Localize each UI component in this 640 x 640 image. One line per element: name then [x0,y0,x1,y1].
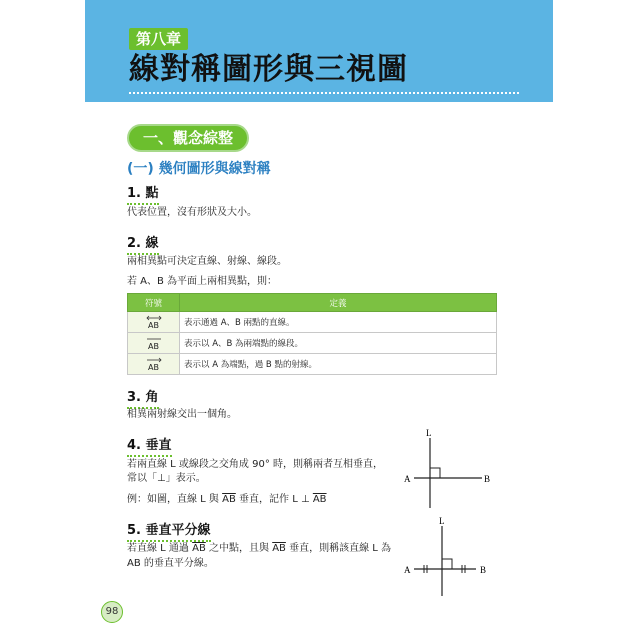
bisector-diagram [398,514,498,598]
topic-line-heading: 2. 線 [127,232,159,251]
definition-table [127,293,497,375]
table-header-definition: 定義 [180,294,497,312]
topic-line-text2: 若 A、B 為平面上兩相異點，則： [127,276,278,287]
definition-cell: 表示通過 A、B 兩點的直線。 [180,312,497,333]
label-L: L [426,428,432,438]
header-dotted-divider [129,92,519,94]
topic-point-heading: 1. 點 [127,182,159,201]
topic-line-text1: 兩相異點可決定直線、射線、線段。 [127,256,287,267]
table-header-symbol: 符號 [128,294,180,312]
label-B: B [484,474,491,484]
topic-perpendicular-text1: 若兩直線 L 或線段之交角成 90° 時，則稱兩者互相垂直， [127,459,384,470]
section-heading: 一、觀念綜整 [127,124,249,152]
table-row [128,333,497,354]
topic-bisector-text2: AB 的垂直平分線。 [127,558,214,569]
topic-angle-text: 相異兩射線交出一個角。 [127,409,237,420]
topic-bisector-heading: 5. 垂直平分線 [127,519,211,538]
label-B: B [480,565,487,575]
topic-bisector-text1: 若直線 L 通過 $\overline{AB}$ 之中點，且與 $\overline{AB}$ 垂直，則稱該直線 L 為 [127,543,392,554]
page-number: 98 [101,601,123,623]
sub-section-title: (一) 幾何圖形與線對稱 [127,161,271,177]
table-row [128,354,497,375]
symbol-ray-cell: AB [128,354,180,375]
topic-perpendicular-heading: 4. 垂直 [127,434,172,453]
label-L: L [439,516,445,526]
symbol-segment-cell: AB [128,333,180,354]
chapter-title: 線對稱圖形與三視圖 [129,52,408,87]
label-A: A [404,565,411,575]
topic-perpendicular-text2: 常以「⊥」表示。 [127,473,206,484]
topic-angle-heading: 3. 角 [127,386,159,405]
definition-cell: 表示以 A、B 為兩端點的線段。 [180,333,497,354]
topic-point-text: 代表位置，沒有形狀及大小。 [127,207,257,218]
table-row [128,312,497,333]
right-angle-mark [430,468,440,478]
chapter-label: 第八章 [129,28,188,50]
topic-perpendicular-example: 例：如圖，直線 L 與 $\overline{AB}$ 垂直，記作 L ⊥ $\overline{AB}$ [127,494,327,505]
right-angle-mark [442,559,452,569]
label-A: A [404,474,411,484]
definition-cell: 表示以 A 為端點，過 B 點的射線。 [180,354,497,375]
perpendicular-diagram [398,426,498,510]
symbol-line-cell: AB [128,312,180,333]
